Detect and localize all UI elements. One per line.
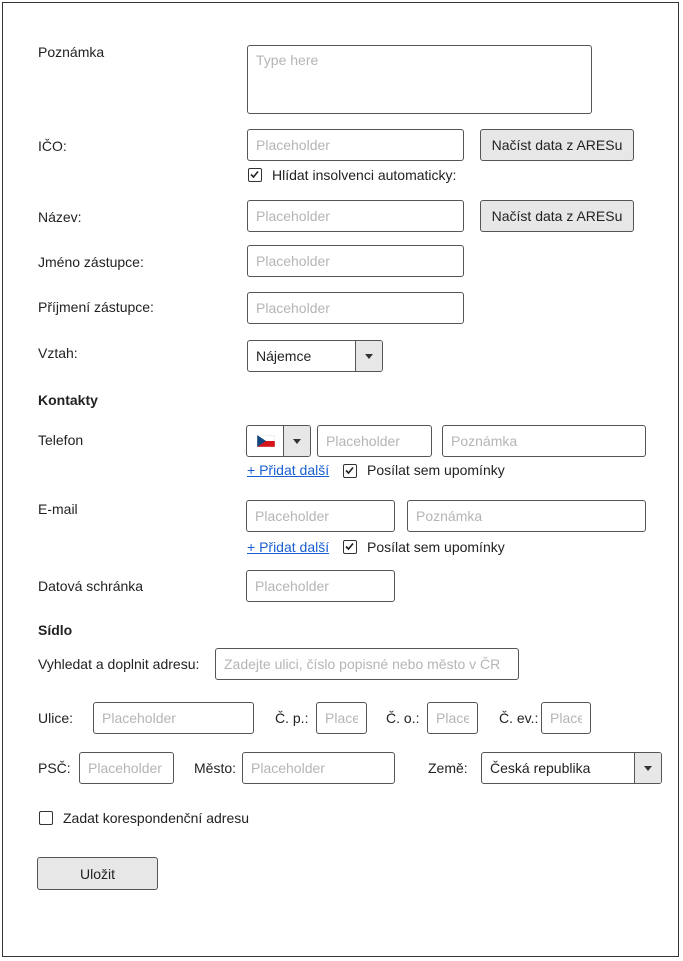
checkmark-icon	[344, 541, 355, 552]
address-heading: Sídlo	[38, 622, 73, 638]
country-value: Česká republika	[490, 760, 591, 776]
zip-input[interactable]	[79, 752, 174, 784]
note-textarea[interactable]	[247, 45, 592, 114]
street-input[interactable]	[93, 702, 254, 734]
ico-input[interactable]	[247, 129, 464, 161]
rep-last-label: Příjmení zástupce:	[38, 299, 154, 315]
insolvency-label: Hlídat insolvenci automaticky:	[272, 167, 457, 183]
country-label: Země:	[428, 760, 468, 776]
phone-note-input[interactable]	[442, 425, 646, 457]
cev-input[interactable]	[541, 702, 591, 734]
rep-first-label: Jméno zástupce:	[38, 254, 144, 270]
rep-first-input[interactable]	[247, 245, 464, 277]
relation-label: Vztah:	[38, 345, 78, 361]
phone-reminders-label: Posílat sem upomínky	[367, 462, 505, 478]
phone-label: Telefon	[38, 432, 84, 448]
street-label: Ulice:	[38, 710, 74, 726]
load-ares-button-2[interactable]: Načíst data z ARESu	[480, 200, 634, 232]
note-label: Poznámka	[38, 44, 105, 60]
rep-last-input[interactable]	[247, 292, 464, 324]
email-input[interactable]	[246, 500, 395, 532]
email-reminders-label: Posílat sem upomínky	[367, 539, 505, 555]
czech-flag-icon	[257, 426, 275, 456]
databox-input[interactable]	[246, 570, 395, 602]
co-label: Č. o.:	[386, 710, 420, 726]
correspondence-label: Zadat korespondenční adresu	[63, 810, 250, 826]
phone-input[interactable]	[317, 425, 432, 457]
checkmark-icon	[344, 465, 355, 476]
email-label: E-mail	[38, 501, 78, 517]
name-label: Název:	[38, 209, 82, 225]
ico-label: IČO:	[38, 138, 67, 154]
city-label: Město:	[194, 760, 237, 776]
chevron-down-icon[interactable]	[355, 341, 382, 371]
phone-reminders-checkbox[interactable]	[343, 464, 357, 478]
phone-add-more-link[interactable]: + Přidat další	[247, 462, 330, 478]
zip-label: PSČ:	[38, 760, 71, 776]
address-search-input[interactable]	[215, 648, 519, 680]
name-input[interactable]	[247, 200, 464, 232]
city-input[interactable]	[242, 752, 395, 784]
cp-input[interactable]	[316, 702, 367, 734]
chevron-down-icon[interactable]	[283, 426, 310, 456]
relation-select[interactable]	[247, 340, 383, 372]
address-search-label: Vyhledat a doplnit adresu:	[38, 656, 200, 672]
load-ares-button[interactable]: Načíst data z ARESu	[480, 129, 634, 161]
email-note-input[interactable]	[407, 500, 646, 532]
chevron-down-icon[interactable]	[634, 753, 661, 783]
databox-label: Datová schránka	[38, 578, 144, 594]
save-button[interactable]: Uložit	[37, 857, 158, 890]
email-add-more-link[interactable]: + Přidat další	[247, 539, 330, 555]
cp-label: Č. p.:	[275, 710, 309, 726]
insolvency-checkbox[interactable]	[248, 168, 262, 182]
phone-country-select[interactable]	[246, 425, 311, 457]
correspondence-checkbox[interactable]	[39, 811, 53, 825]
cev-label: Č. ev.:	[499, 710, 539, 726]
country-select[interactable]	[481, 752, 662, 784]
contacts-heading: Kontakty	[38, 392, 98, 408]
email-reminders-checkbox[interactable]	[343, 540, 357, 554]
co-input[interactable]	[427, 702, 478, 734]
relation-value: Nájemce	[256, 348, 312, 364]
checkmark-icon	[249, 169, 260, 180]
